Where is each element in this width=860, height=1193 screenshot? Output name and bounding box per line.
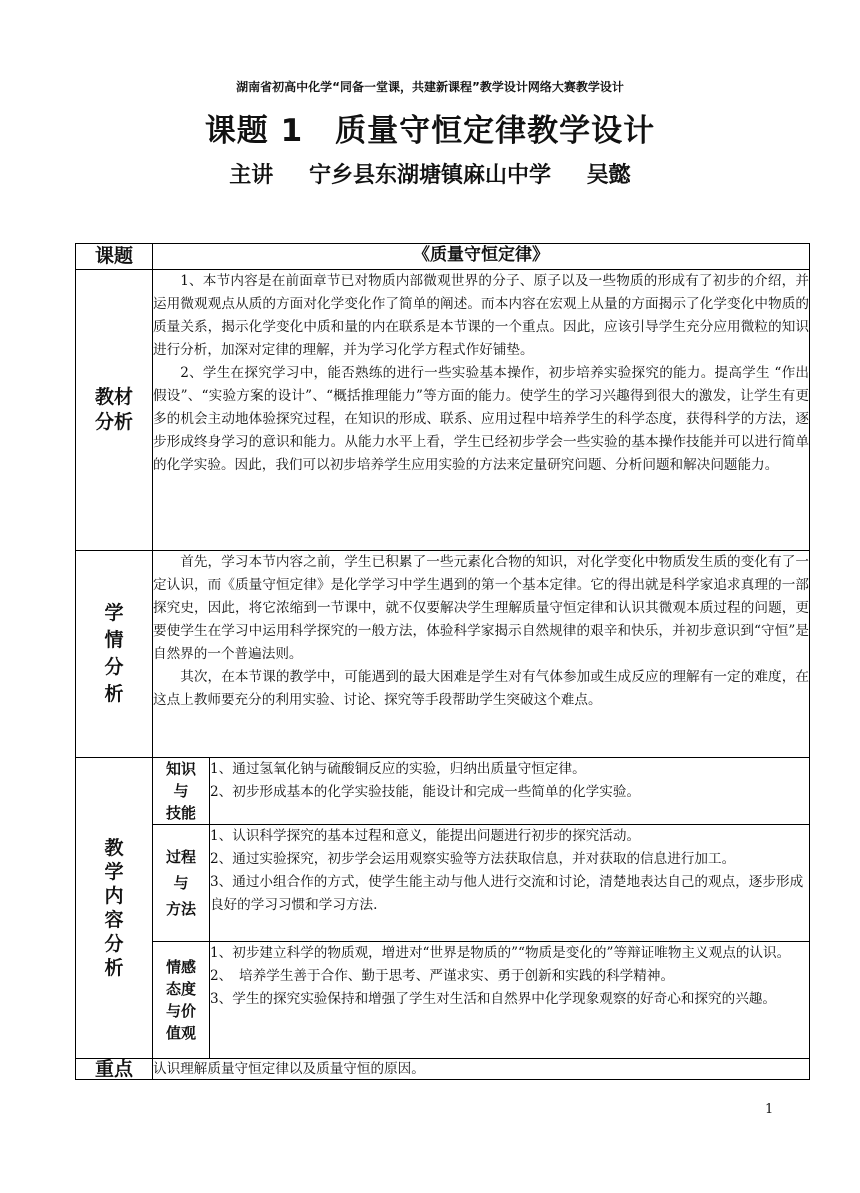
process-goals xyxy=(210,825,810,942)
textbook-analysis-row xyxy=(76,270,810,551)
label-char: 析 xyxy=(104,683,124,705)
label-char: 析 xyxy=(104,957,124,979)
textbook-analysis-text xyxy=(153,270,810,551)
paragraph: 2、学生在探究学习中，能否熟练的进行一些实验基本操作，初步培养实验探究的能力。提高学生 “作出假设”、“实验方案的设计”、“概括推理能力”等方面的能力。使学生的学习兴趣得到很大的激发，让学生有更多的机会主动地体验探究过程，在知识的形成、联系、应用过程中培养学生的科学态度，获得科学的方法，逐步形成终身学习的意识和能力。从能力水平上看，学生已经初步学会一些实验的基本操作技能并可以进行简单的化学实验。因此，我们可以初步培养学生应用实验的方法来定量研究问题、分析问题和解决问题能力。 xyxy=(153,365,809,473)
topic-label: 课题 xyxy=(76,244,153,270)
textbook-analysis-label xyxy=(76,270,153,551)
emotion-row xyxy=(76,942,810,1059)
label-char: 内 xyxy=(104,885,124,907)
topic-value: 《质量守恒定律》 xyxy=(153,244,810,270)
paragraph: 1、本节内容是在前面章节已对物质内部微观世界的分子、原子以及一些物质的形成有了初步的介绍，并运用微观观点从质的方面对化学变化作了简单的阐述。而本内容在宏观上从量的方面揭示了化学变化中物质的质量关系，揭示化学变化中质和量的内在联系是本节课的一个重点。因此，应该引导学生充分应用微粒的知识进行分析，加深对定律的理解，并为学习化学方程式作好铺垫。 xyxy=(153,273,809,358)
page-number: 1 xyxy=(765,1102,774,1117)
list-item: 3、学生的探究实验保持和增强了学生对生活和自然界中化学现象观察的好奇心和探究的兴趣。 xyxy=(210,991,776,1007)
key-point-text: 认识理解质量守恒定律以及质量守恒的原因。 xyxy=(153,1059,810,1080)
key-point-label: 重点 xyxy=(76,1059,153,1080)
label-char: 情 xyxy=(104,629,124,651)
textbook-label-line: 分析 xyxy=(94,411,133,433)
textbook-label-line: 教材 xyxy=(94,386,133,408)
process-label xyxy=(153,825,210,942)
label-char: 与 xyxy=(173,874,189,892)
label-char: 与 xyxy=(173,782,189,800)
process-row xyxy=(76,825,810,942)
label-char: 技能 xyxy=(165,804,196,822)
list-item: 2、 培养学生善于合作、勤于思考、严谨求实、勇于创新和实践的科学精神。 xyxy=(210,968,675,984)
label-char: 知识 xyxy=(165,760,196,778)
label-char: 容 xyxy=(104,909,124,931)
speaker-line xyxy=(0,158,860,189)
content-analysis-label xyxy=(76,758,153,1059)
list-item: 2、初步形成基本的化学实验技能，能设计和完成一些简单的化学实验。 xyxy=(210,784,641,800)
lesson-design-table xyxy=(75,243,810,1080)
student-analysis-label xyxy=(76,551,153,758)
contest-heading: 湖南省初高中化学“同备一堂课，共建新课程”教学设计网络大赛教学设计 xyxy=(236,80,624,94)
student-analysis-text xyxy=(153,551,810,758)
knowledge-goals xyxy=(210,758,810,825)
teacher-name: 吴懿 xyxy=(586,163,631,188)
list-item: 1、认识科学探究的基本过程和意义，能提出问题进行初步的探究活动。 xyxy=(210,828,641,844)
topic-row xyxy=(76,244,810,270)
speaker-label: 主讲 xyxy=(229,163,274,188)
label-char: 过程 xyxy=(165,848,196,866)
key-point-row xyxy=(76,1059,810,1080)
label-char: 学 xyxy=(104,861,124,883)
list-item: 2、通过实验探究，初步学会运用观察实验等方法获取信息，并对获取的信息进行加工。 xyxy=(210,851,736,867)
school-name: 宁乡县东湖塘镇麻山中学 xyxy=(308,163,551,188)
label-char: 方法 xyxy=(165,900,196,918)
knowledge-label xyxy=(153,758,210,825)
paragraph: 首先，学习本节内容之前，学生已积累了一些元素化合物的知识，对化学变化中物质发生质的变化有了一定认识，而《质量守恒定律》是化学学习中学生遇到的第一个基本定律。它的得出就是科学家追求真理的一部探究史，因此，将它浓缩到一节课中，就不仅要解决学生理解质量守恒定律和认识其微观本质过程的问题，更要使学生在学习中运用科学探究的一般方法，体验科学家揭示自然规律的艰辛和快乐，并初步意识到“守恒”是自然界的一个普遍法则。 xyxy=(153,554,809,662)
knowledge-row xyxy=(76,758,810,825)
label-char: 值观 xyxy=(165,1024,196,1042)
list-item: 3、通过小组合作的方式，使学生能主动与他人进行交流和讨论，清楚地表达自己的观点，逐步形成良好的学习习惯和学习方法. xyxy=(210,874,804,913)
emotion-goals xyxy=(210,942,810,1059)
student-analysis-row xyxy=(76,551,810,758)
label-char: 与价 xyxy=(165,1002,196,1020)
list-item: 1、通过氢氧化钠与硫酸铜反应的实验，归纳出质量守恒定律。 xyxy=(210,761,586,777)
label-char: 态度 xyxy=(165,980,196,998)
label-char: 分 xyxy=(104,933,124,955)
label-char: 分 xyxy=(104,656,124,678)
label-char: 学 xyxy=(104,602,124,624)
label-char: 教 xyxy=(104,837,124,859)
paragraph: 其次，在本节课的教学中，可能遇到的最大困难是学生对有气体参加或生成反应的理解有一定的难度，在这点上教师要充分的利用实验、讨论、探究等手段帮助学生突破这个难点。 xyxy=(153,669,809,708)
label-char: 情感 xyxy=(165,958,196,976)
page-title: 课题 1 质量守恒定律教学设计 xyxy=(204,113,656,149)
emotion-label xyxy=(153,942,210,1059)
list-item: 1、初步建立科学的物质观，增进对“世界是物质的”“物质是变化的”等辩证唯物主义观点的认识。 xyxy=(210,945,791,961)
